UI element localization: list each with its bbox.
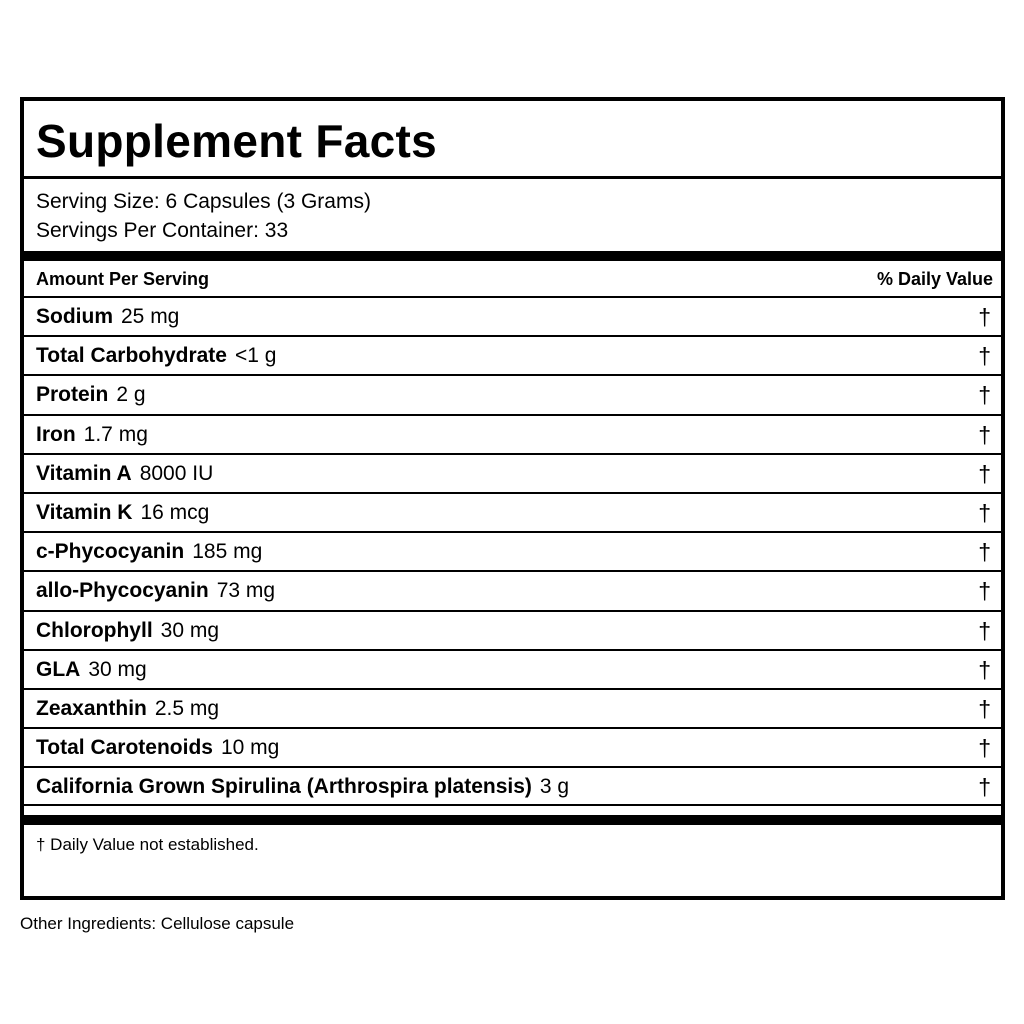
nutrient-name: California Grown Spirulina (Arthrospira platensis) xyxy=(36,775,532,799)
nutrient-name: GLA xyxy=(36,657,81,681)
nutrient-amount: <1 g xyxy=(234,344,277,368)
nutrient-daily-value: † xyxy=(978,382,991,409)
nutrient-name: Vitamin K xyxy=(36,501,133,524)
servings-per-container: Servings Per Container: 33 xyxy=(36,219,289,242)
divider-thin-bottom xyxy=(24,804,1001,806)
nutrient-daily-value: † xyxy=(978,539,991,566)
nutrient-daily-value: † xyxy=(978,421,991,448)
nutrient-label xyxy=(36,774,569,800)
nutrient-daily-value: † xyxy=(978,343,991,370)
nutrient-row xyxy=(24,727,1001,766)
nutrient-row xyxy=(24,492,1001,531)
nutrient-amount: 10 mg xyxy=(220,736,280,760)
nutrient-name: c-Phycocyanin xyxy=(36,540,185,564)
divider-thick xyxy=(24,251,1001,261)
nutrient-amount: 2.5 mg xyxy=(154,697,220,720)
nutrient-label xyxy=(36,735,279,761)
nutrient-daily-value: † xyxy=(978,500,991,526)
nutrient-name: Iron xyxy=(36,422,76,446)
nutrient-label xyxy=(36,578,275,604)
nutrient-amount: 185 mg xyxy=(192,540,263,564)
nutrient-label xyxy=(36,382,146,408)
nutrient-row xyxy=(24,335,1001,374)
nutrient-row xyxy=(24,570,1001,609)
divider-thin xyxy=(24,176,1001,179)
nutrient-row xyxy=(24,414,1001,453)
daily-value-header: % Daily Value xyxy=(876,269,993,289)
nutrient-row xyxy=(24,531,1001,570)
nutrient-amount: 73 mg xyxy=(216,579,276,603)
nutrient-name: Chlorophyll xyxy=(36,618,153,642)
nutrient-daily-value: † xyxy=(978,304,991,330)
nutrient-row xyxy=(24,610,1001,649)
nutrient-name: Total Carotenoids xyxy=(36,736,213,760)
nutrient-daily-value: † xyxy=(978,696,991,722)
nutrient-amount: 1.7 mg xyxy=(83,422,148,446)
nutrient-amount: 3 g xyxy=(539,775,570,799)
nutrient-row xyxy=(24,453,1001,492)
nutrient-daily-value: † xyxy=(978,774,991,801)
divider-thick-bottom xyxy=(24,815,1001,825)
nutrient-amount: 30 mg xyxy=(160,618,220,642)
nutrient-label xyxy=(36,304,179,330)
nutrient-daily-value: † xyxy=(978,617,991,644)
nutrient-daily-value: † xyxy=(978,460,991,487)
nutrient-row xyxy=(24,296,1001,335)
other-ingredients: Other Ingredients: Cellulose capsule xyxy=(20,914,295,933)
nutrient-row xyxy=(24,688,1001,727)
nutrient-amount: 8000 IU xyxy=(139,461,214,485)
nutrient-name: allo-Phycocyanin xyxy=(36,579,209,603)
footnote: † Daily Value not established. xyxy=(36,835,259,854)
nutrient-label xyxy=(36,461,213,487)
nutrient-amount: 2 g xyxy=(116,383,146,407)
nutrient-row xyxy=(24,374,1001,413)
nutrient-label xyxy=(36,343,276,369)
supplement-facts-panel xyxy=(20,97,1005,900)
nutrient-label xyxy=(36,422,148,448)
nutrient-row xyxy=(24,766,1001,805)
panel-title: Supplement Facts xyxy=(36,115,437,167)
nutrient-daily-value: † xyxy=(978,578,991,605)
nutrient-amount: 16 mcg xyxy=(140,501,210,524)
serving-size: Serving Size: 6 Capsules (3 Grams) xyxy=(36,190,371,213)
nutrient-amount: 30 mg xyxy=(88,657,147,681)
nutrient-daily-value: † xyxy=(978,735,991,762)
nutrient-label xyxy=(36,618,219,644)
column-header xyxy=(36,267,993,291)
nutrient-label xyxy=(36,539,262,565)
nutrient-label xyxy=(36,500,209,526)
nutrient-row xyxy=(24,649,1001,688)
nutrient-label xyxy=(36,657,147,683)
nutrient-label xyxy=(36,696,219,722)
nutrient-amount: 25 mg xyxy=(121,305,180,328)
nutrient-name: Sodium xyxy=(36,305,113,328)
nutrient-name: Total Carbohydrate xyxy=(36,344,227,368)
nutrient-name: Vitamin A xyxy=(36,461,132,485)
nutrient-daily-value: † xyxy=(978,656,991,683)
nutrient-name: Protein xyxy=(36,383,109,407)
nutrient-name: Zeaxanthin xyxy=(36,697,147,720)
amount-per-serving-header: Amount Per Serving xyxy=(36,269,210,289)
